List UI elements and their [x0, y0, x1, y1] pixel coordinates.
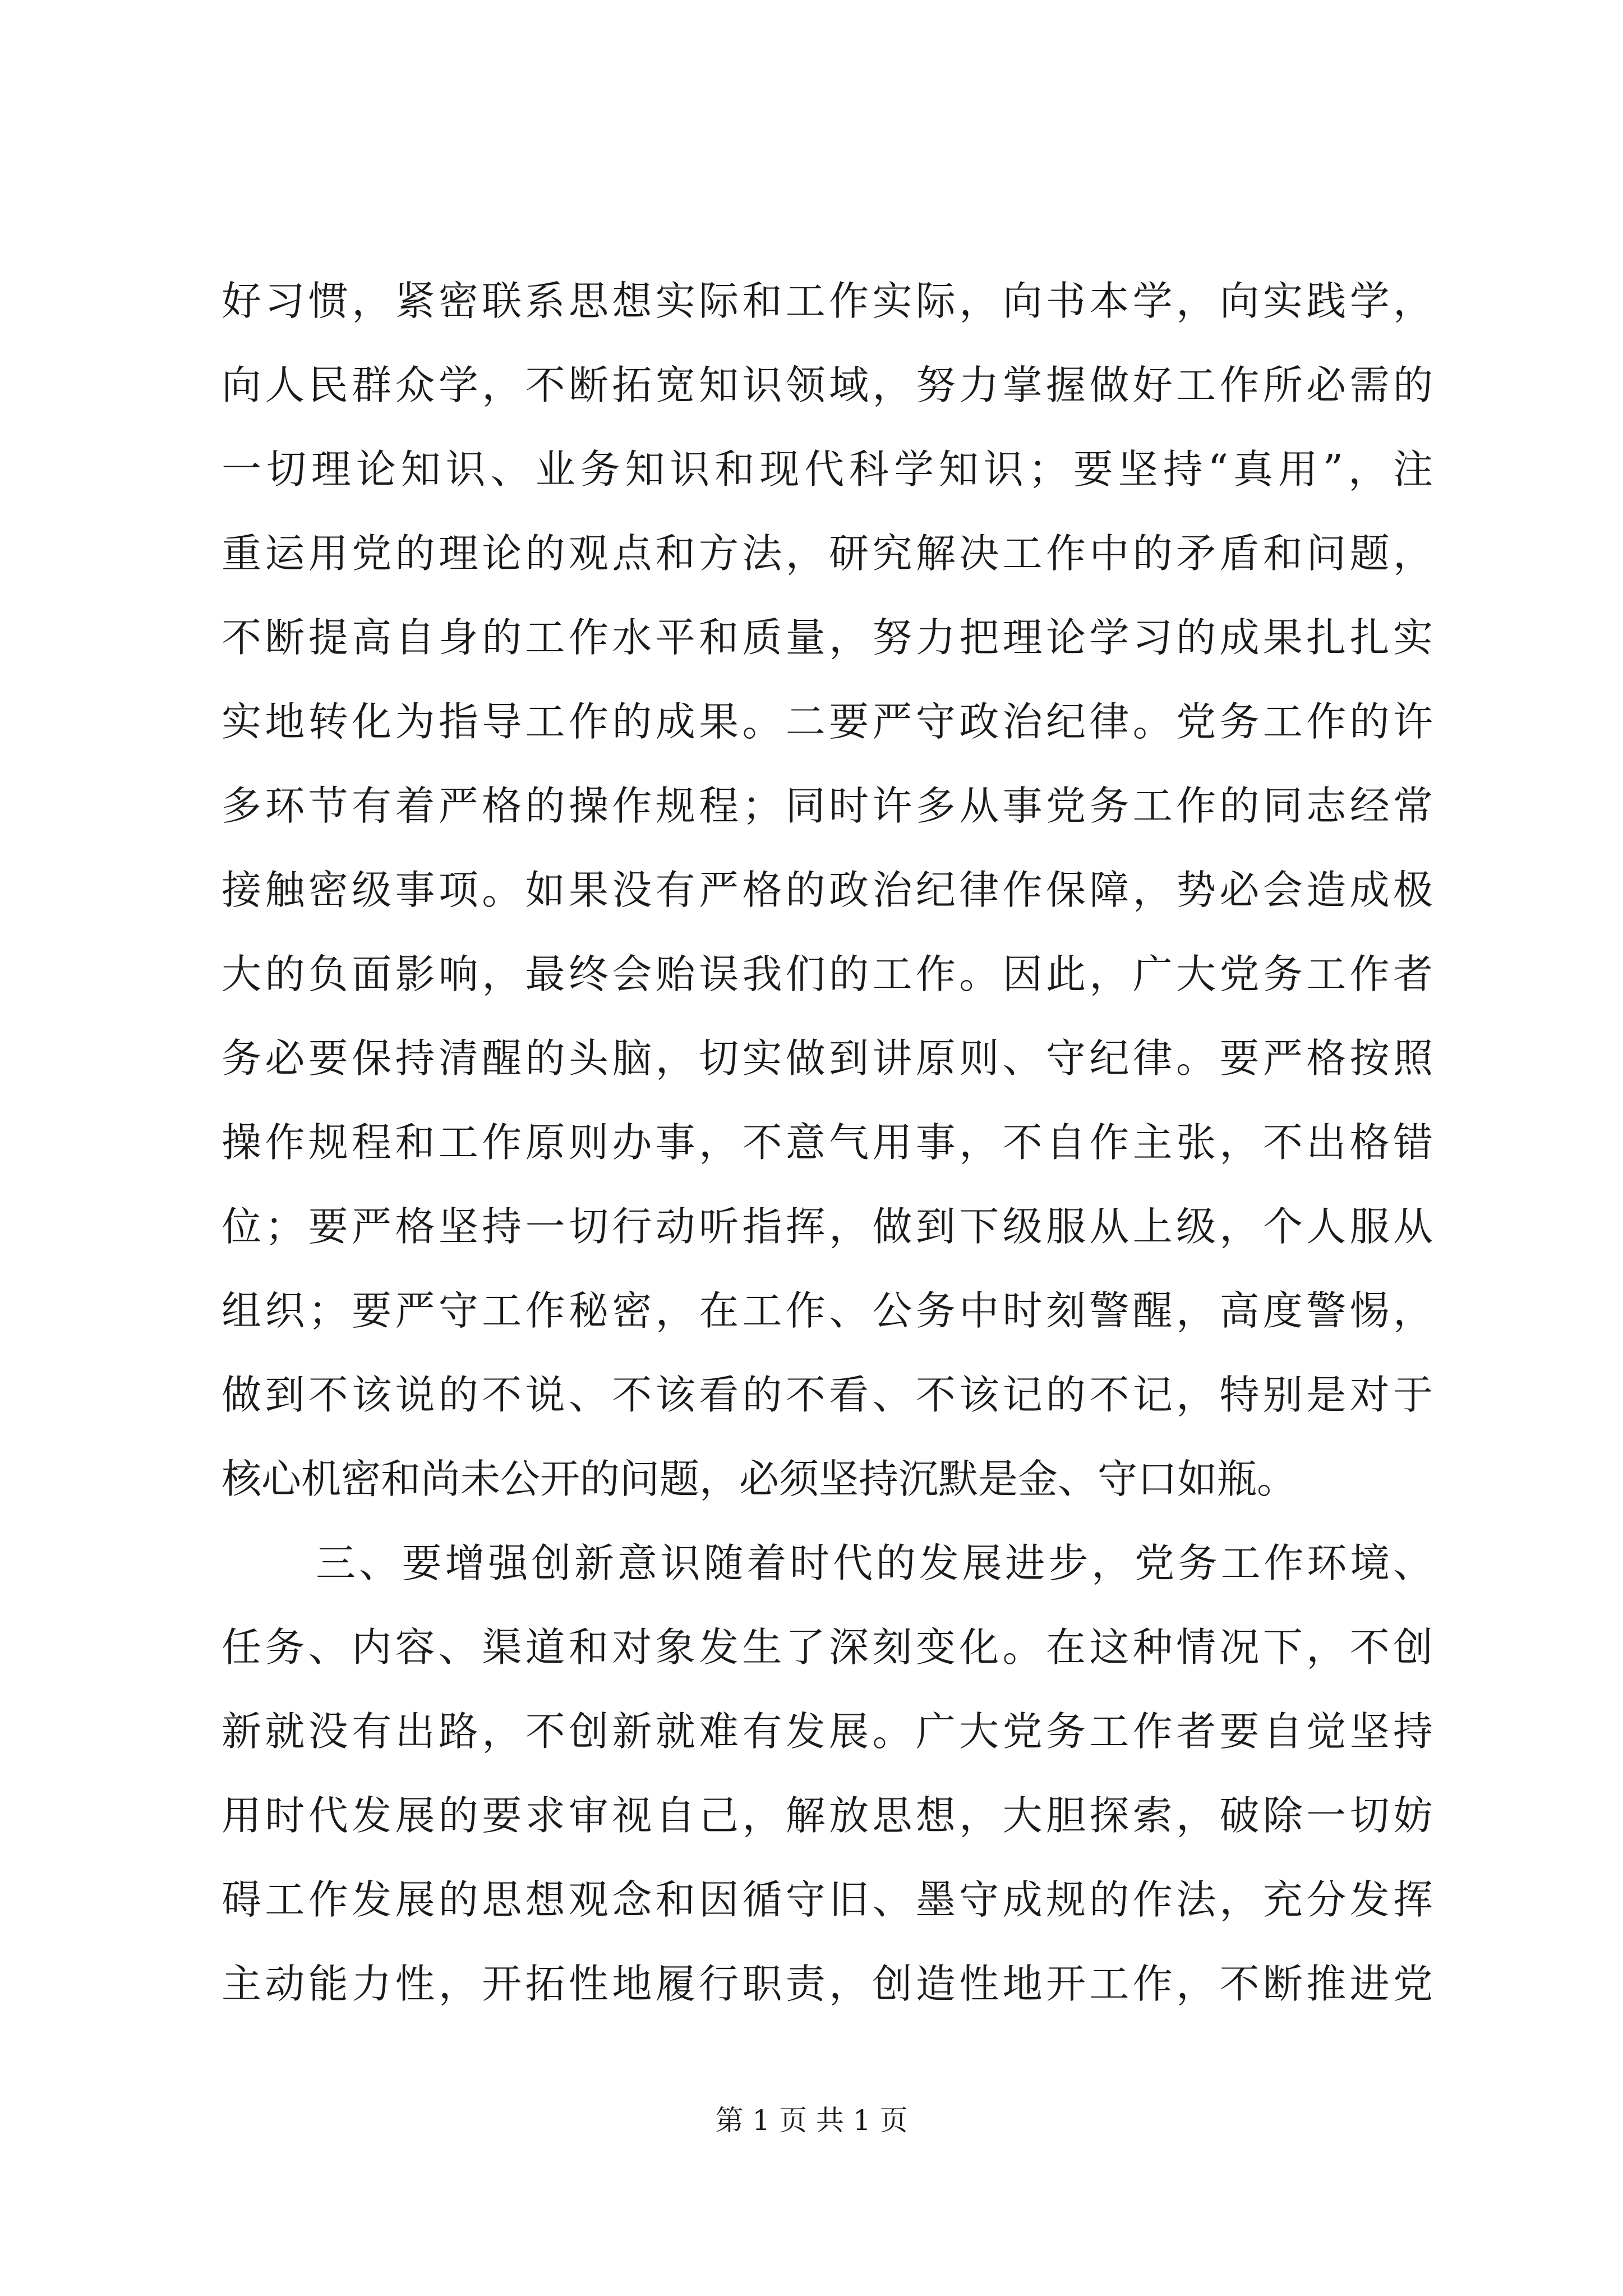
- text-line: 重运用党的理论的观点和方法，研究解决工作中的矛盾和问题，: [222, 530, 1433, 577]
- text-line: 位；要严格坚持一切行动听指挥，做到下级服从上级，个人服从: [222, 1203, 1433, 1250]
- text-line: 任务、内容、渠道和对象发生了深刻变化。在这种情况下，不创: [222, 1624, 1433, 1671]
- text-line: 实地转化为指导工作的成果。二要严守政治纪律。党务工作的许: [222, 698, 1433, 745]
- text-line: 碍工作发展的思想观念和因循守旧、墨守成规的作法，充分发挥: [222, 1876, 1433, 1923]
- body-text: [222, 259, 1433, 2026]
- text-line: 操作规程和工作原则办事，不意气用事，不自作主张，不出格错: [222, 1119, 1433, 1166]
- text-line: 多环节有着严格的操作规程；同时许多从事党务工作的同志经常: [222, 783, 1433, 829]
- text-line: 不断提高自身的工作水平和质量，努力把理论学习的成果扎扎实: [222, 614, 1433, 661]
- page-number-footer: 第 1 页 共 1 页: [715, 2104, 908, 2137]
- text-line: 大的负面影响，最终会贻误我们的工作。因此，广大党务工作者: [222, 951, 1433, 997]
- text-line: 组织；要严守工作秘密，在工作、公务中时刻警醒，高度警惕，: [222, 1287, 1433, 1334]
- paragraph-end-line: 核心机密和尚未公开的问题，必须坚持沉默是金、守口如瓶。: [222, 1456, 1297, 1502]
- paragraph-start-line: 三、要增强创新意识随着时代的发展进步，党务工作环境、: [316, 1540, 1433, 1586]
- text-line: 新就没有出路，不创新就难有发展。广大党务工作者要自觉坚持: [222, 1708, 1433, 1755]
- text-line: 向人民群众学，不断拓宽知识领域，努力掌握做好工作所必需的: [222, 362, 1433, 408]
- text-line: 一切理论知识、业务知识和现代科学知识；要坚持“真用”，注: [222, 446, 1433, 493]
- text-line: 做到不该说的不说、不该看的不看、不该记的不记，特别是对于: [222, 1372, 1433, 1418]
- text-line: 用时代发展的要求审视自己，解放思想，大胆探索，破除一切妨: [222, 1792, 1433, 1839]
- text-line: 务必要保持清醒的头脑，切实做到讲原则、守纪律。要严格按照: [222, 1035, 1433, 1082]
- text-line: 主动能力性，开拓性地履行职责，创造性地开工作，不断推进党: [222, 1961, 1433, 2007]
- text-line: 好习惯，紧密联系思想实际和工作实际，向书本学，向实践学，: [222, 278, 1433, 324]
- text-line: 接触密级事项。如果没有严格的政治纪律作保障，势必会造成极: [222, 867, 1433, 913]
